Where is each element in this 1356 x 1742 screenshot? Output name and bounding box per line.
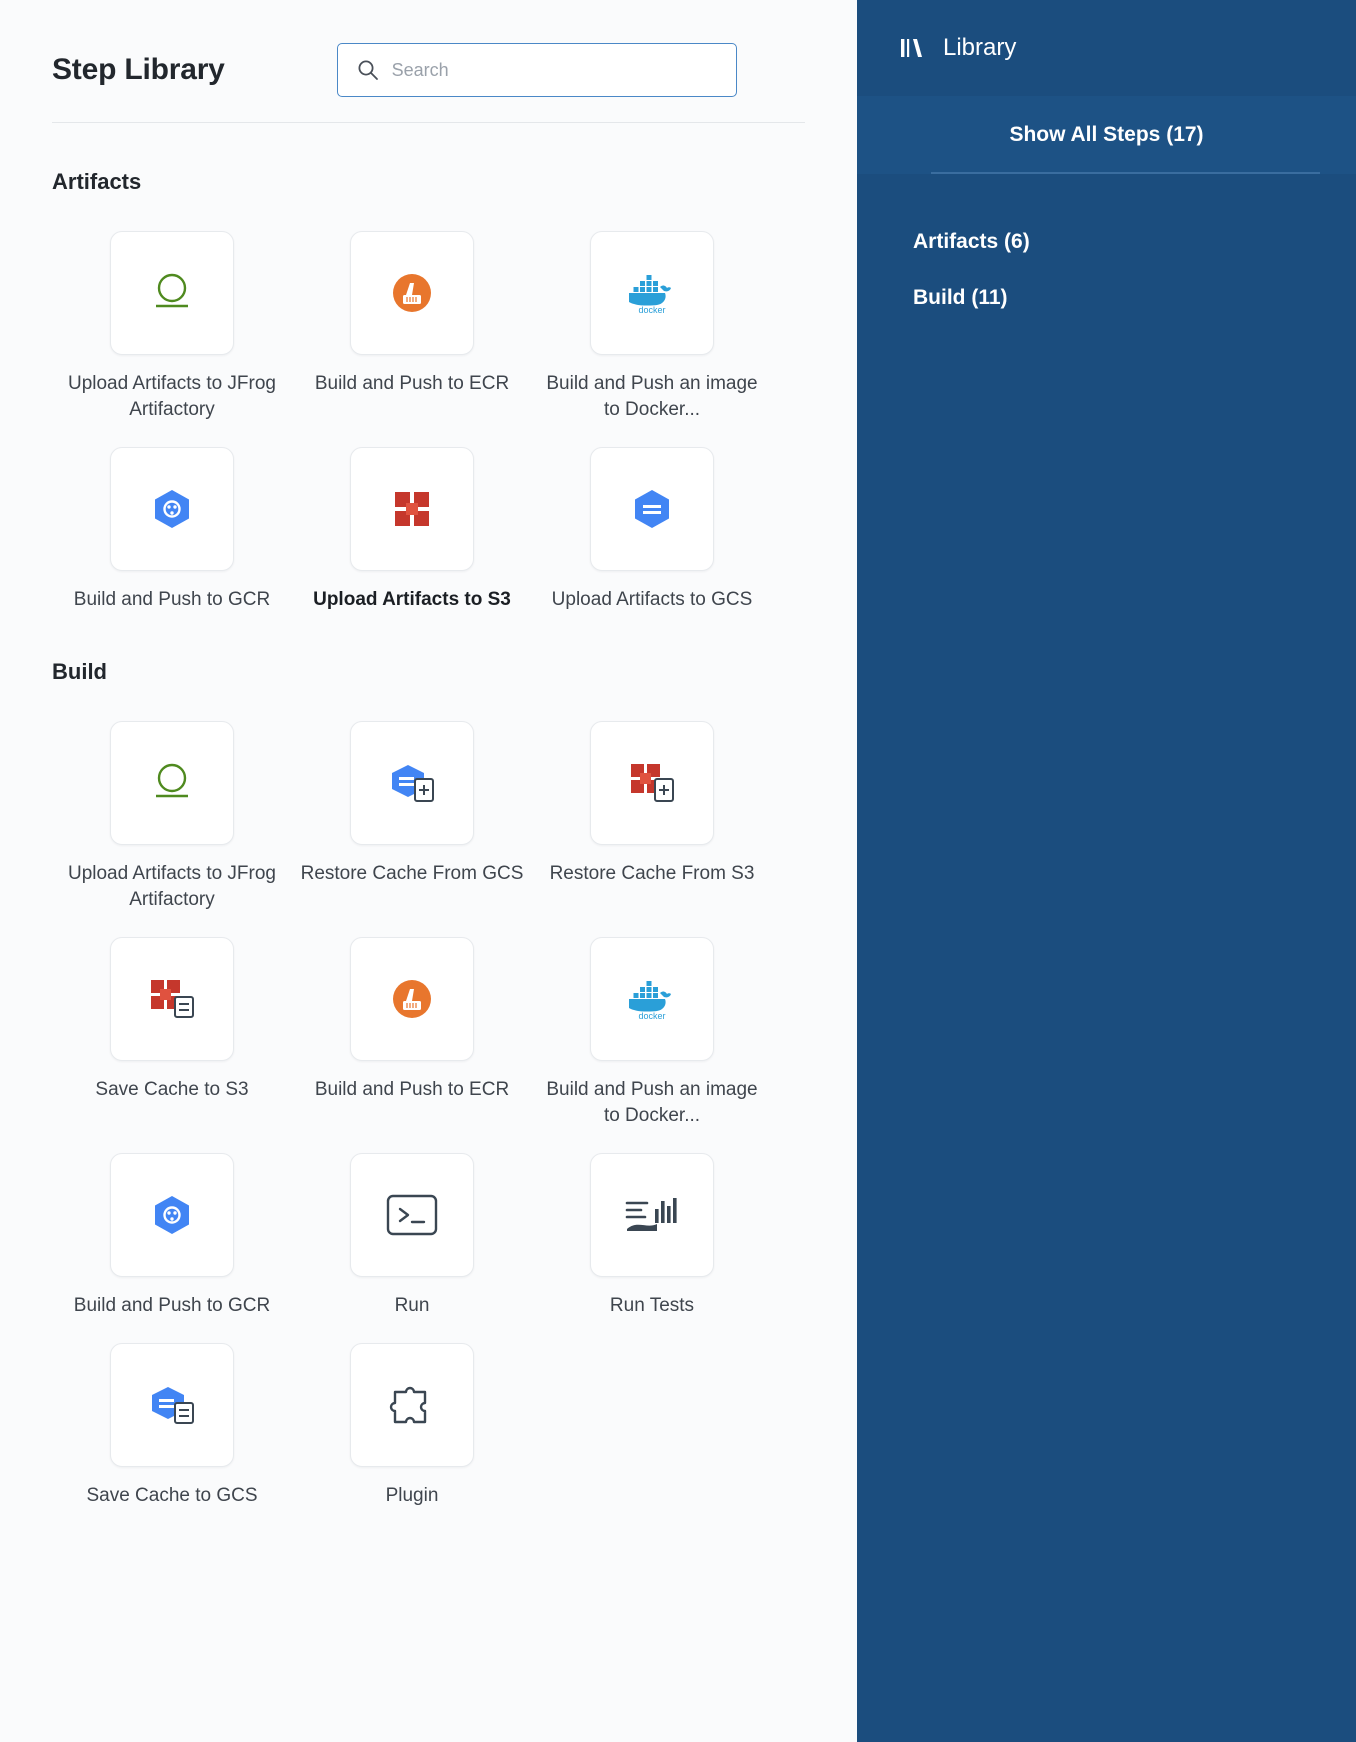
step-label: Run Tests: [609, 1295, 695, 1316]
step-card[interactable]: [52, 423, 292, 613]
step-card[interactable]: [532, 697, 772, 913]
jfrog-icon: [146, 757, 198, 809]
step-tile: [590, 721, 714, 845]
library-header: [857, 0, 1356, 96]
step-tile: [350, 231, 474, 355]
section-title-artifacts: Artifacts: [52, 169, 142, 194]
step-grid-artifacts: [52, 207, 805, 613]
jfrog-icon: [146, 267, 198, 319]
step-card[interactable]: [52, 697, 292, 913]
step-label: Build and Push an image to Docker...: [546, 373, 758, 420]
step-label: Upload Artifacts to JFrog Artifactory: [67, 863, 277, 910]
step-tile: [110, 1343, 234, 1467]
library-icon: [899, 36, 925, 60]
step-tile: [590, 231, 714, 355]
step-tile: [110, 1153, 234, 1277]
docker-icon: [622, 975, 682, 1023]
step-card[interactable]: [292, 913, 532, 1129]
search-input[interactable]: [337, 43, 737, 97]
step-card[interactable]: [292, 1319, 532, 1509]
library-title: Library: [943, 34, 1017, 61]
docker-icon: [622, 269, 682, 317]
gcr-icon: [147, 484, 197, 534]
gcs-icon: [627, 484, 677, 534]
panel-header: [52, 0, 805, 96]
sidebar-item-build[interactable]: Build (11): [913, 286, 1008, 309]
terminal-icon: [385, 1193, 439, 1237]
run-tests-icon: [623, 1193, 681, 1237]
gcr-icon: [147, 1190, 197, 1240]
library-sidebar: [857, 0, 1356, 1742]
svg-text:docker: docker: [638, 305, 666, 315]
step-tile: [110, 937, 234, 1061]
step-label: Build and Push to ECR: [314, 1079, 510, 1100]
step-label: Upload Artifacts to GCS: [551, 589, 753, 610]
aws-s3-icon: [387, 484, 437, 534]
step-label: Save Cache to S3: [95, 1079, 249, 1100]
svg-text:docker: docker: [638, 1011, 666, 1021]
step-tile: [590, 447, 714, 571]
sidebar-item-artifacts[interactable]: Artifacts (6): [913, 230, 1030, 253]
library-category-list: [857, 174, 1356, 326]
step-card-selected[interactable]: [292, 423, 532, 613]
gcs-save-cache-icon: [144, 1379, 200, 1431]
header-divider: [52, 122, 805, 123]
step-card[interactable]: [52, 913, 292, 1129]
step-tile: [590, 937, 714, 1061]
puzzle-piece-icon: [387, 1380, 437, 1430]
step-label: Restore Cache From S3: [549, 863, 755, 884]
gcs-restore-cache-icon: [384, 757, 440, 809]
s3-restore-cache-icon: [624, 757, 680, 809]
step-tile: [590, 1153, 714, 1277]
step-tile: [110, 721, 234, 845]
step-label: Run: [394, 1295, 430, 1316]
step-tile: [350, 937, 474, 1061]
step-tile: [350, 447, 474, 571]
step-label: Restore Cache From GCS: [300, 863, 524, 884]
step-grid-build: [52, 697, 805, 1509]
step-card[interactable]: [532, 423, 772, 613]
step-label: Build and Push to GCR: [73, 589, 271, 610]
step-tile: [350, 1343, 474, 1467]
step-card[interactable]: [52, 1319, 292, 1509]
step-tile: [110, 231, 234, 355]
step-card[interactable]: [532, 207, 772, 423]
step-card[interactable]: [532, 913, 772, 1129]
page-title: Step Library: [52, 53, 225, 86]
aws-ecr-icon: [386, 973, 438, 1025]
step-tile: [110, 447, 234, 571]
step-label: Save Cache to GCS: [86, 1485, 258, 1506]
show-all-steps-tab[interactable]: Show All Steps (17): [857, 96, 1356, 174]
step-label: Upload Artifacts to S3: [313, 589, 511, 610]
step-label: Plugin: [385, 1485, 439, 1506]
step-label: Upload Artifacts to JFrog Artifactory: [67, 373, 277, 420]
step-card[interactable]: [292, 1129, 532, 1319]
step-tile: [350, 1153, 474, 1277]
step-card[interactable]: [52, 1129, 292, 1319]
step-card[interactable]: [292, 207, 532, 423]
step-tile: [350, 721, 474, 845]
step-label: Build and Push to ECR: [314, 373, 510, 394]
aws-ecr-icon: [386, 267, 438, 319]
step-card[interactable]: [52, 207, 292, 423]
search-box[interactable]: [337, 43, 737, 97]
step-label: Build and Push an image to Docker...: [546, 1079, 758, 1126]
s3-save-cache-icon: [144, 973, 200, 1025]
step-card[interactable]: [292, 697, 532, 913]
step-label: Build and Push to GCR: [73, 1295, 271, 1316]
step-card[interactable]: [532, 1129, 772, 1319]
section-title-build: Build: [52, 659, 107, 684]
